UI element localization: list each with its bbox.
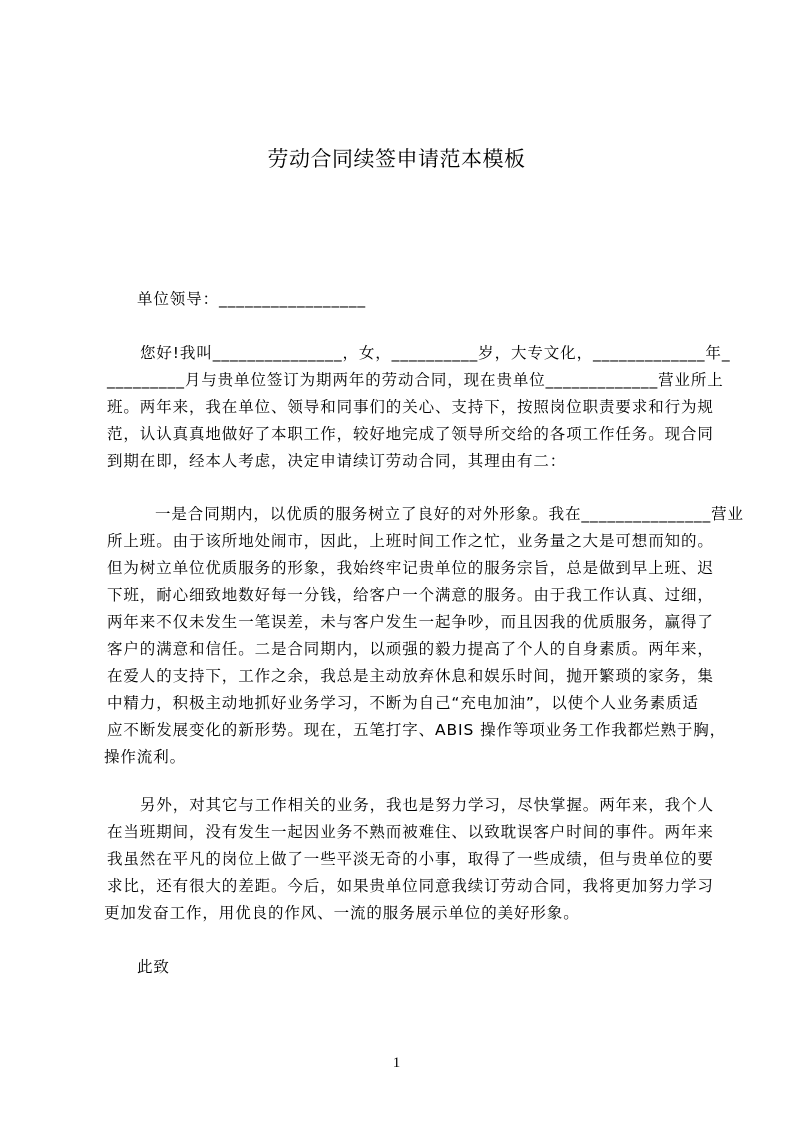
text-line: _________月与贵单位签订为期两年的劳动合同，现在贵单位_____________营业所上 xyxy=(107,371,724,389)
salutation: 单位领导：_________________ xyxy=(137,290,367,308)
text-line: 应不断发展变化的新形势。现在，五笔打字、ABIS 操作等项业务工作我都烂熟于胸， xyxy=(107,721,727,739)
document-title: 劳动合同续签申请范本模板 xyxy=(267,147,526,171)
text-line: 中精力，积极主动地抓好业务学习，不断为自己“充电加油”，以使个人业务素质适 xyxy=(107,694,699,712)
text-line: 您好!我叫_______________，女，__________岁，大专文化，_____________年_ xyxy=(140,344,731,362)
text-line: 一是合同期内，以优质的服务树立了良好的对外形象。我在_______________营业 xyxy=(155,505,744,523)
text-line: 但为树立单位优质服务的形象，我始终牢记贵单位的服务宗旨，总是做到早上班、迟 xyxy=(107,559,714,577)
text-line: 班。两年来，我在单位、领导和同事们的关心、支持下，按照岗位职责要求和行为规 xyxy=(107,398,714,416)
text-line: 两年来不仅未发生一笔误差，未与客户发生一起争吵，而且因我的优质服务，赢得了 xyxy=(107,613,714,631)
text-line: 我虽然在平凡的岗位上做了一些平淡无奇的小事，取得了一些成绩，但与贵单位的要 xyxy=(107,850,714,868)
text-line: 到期在即，经本人考虑，决定申请续订劳动合同，其理由有二： xyxy=(107,452,567,470)
text-line: 客户的满意和信任。二是合同期内，以顽强的毅力提高了个人的自身素质。两年来， xyxy=(107,640,714,658)
closing: 此致 xyxy=(137,958,170,976)
page-number: 1 xyxy=(392,1055,401,1071)
text-line: 操作流利。 xyxy=(104,748,187,766)
text-line: 在爱人的支持下，工作之余，我总是主动放弃休息和娱乐时间，抛开繁琐的家务，集 xyxy=(107,667,714,685)
text-line: 另外，对其它与工作相关的业务，我也是努力学习，尽快掌握。两年来，我个人 xyxy=(140,796,715,814)
text-line: 更加发奋工作，用优良的作风、一流的服务展示单位的美好形象。 xyxy=(104,904,580,922)
text-line: 所上班。由于该所地处闹市，因此，上班时间工作之忙，业务量之大是可想而知的。 xyxy=(107,532,714,550)
text-line: 范，认认真真地做好了本职工作，较好地完成了领导所交给的各项工作任务。现合同 xyxy=(107,425,714,443)
text-line: 下班，耐心细致地数好每一分钱，给客户一个满意的服务。由于我工作认真、过细， xyxy=(107,586,714,604)
text-line: 在当班期间，没有发生一起因业务不熟而被难住、以致耽误客户时间的事件。两年来 xyxy=(107,823,714,841)
text-line: 求比，还有很大的差距。今后，如果贵单位同意我续订劳动合同，我将更加努力学习 xyxy=(107,877,714,895)
